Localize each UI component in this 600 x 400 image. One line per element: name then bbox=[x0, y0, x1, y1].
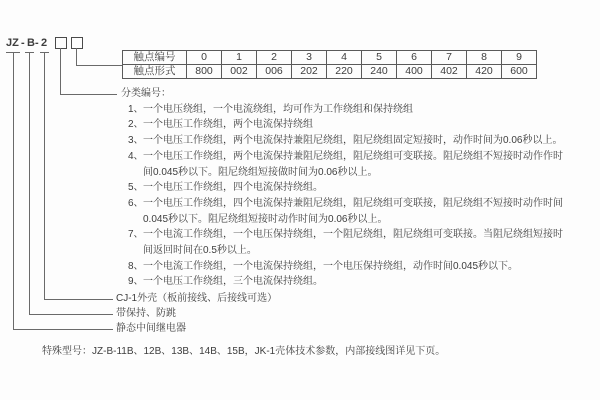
contact-table-cell: 1 bbox=[222, 51, 257, 65]
leader-run-classification bbox=[60, 94, 117, 95]
contact-table-cell: 5 bbox=[362, 51, 397, 65]
contact-table-row bbox=[123, 65, 537, 79]
classification-item-text: 一个电压工作绕组，三个电流保持绕组。 bbox=[143, 276, 323, 288]
classification-item-number: 2、 bbox=[128, 119, 144, 131]
classification-item bbox=[121, 133, 593, 149]
classification-item-number: 5、 bbox=[128, 182, 144, 194]
contact-table-cell: 402 bbox=[432, 65, 467, 79]
callout-case: CJ-1外壳（板前接线、后接线可选） bbox=[116, 293, 278, 304]
leader-stem-case bbox=[44, 52, 45, 299]
classification-item-number: 4、 bbox=[128, 150, 144, 162]
classification-item-text: 一个电压工作绕组，两个电流保持兼阻尼绕组，阻尼绕组可变联接。阻尼绕组不短接时动作作时 bbox=[143, 150, 563, 162]
contact-table-cell: 202 bbox=[292, 65, 327, 79]
model-code-b: B bbox=[27, 37, 35, 49]
classification-item-number: 3、 bbox=[128, 135, 144, 147]
contact-table-row bbox=[123, 51, 537, 65]
contact-table-cell: 002 bbox=[222, 65, 257, 79]
contact-table-cell: 800 bbox=[187, 65, 222, 79]
classification-item-continuation: 0.045秒以下。阻尼绕组短接时动作时间为0.06秒以上。 bbox=[143, 213, 388, 225]
leader-stem-classification bbox=[60, 48, 61, 94]
classification-item bbox=[121, 149, 593, 165]
classification-item bbox=[121, 227, 593, 243]
classification-list bbox=[121, 86, 593, 290]
model-code-dash-2: - bbox=[35, 37, 39, 49]
contact-table-cell: 0 bbox=[187, 51, 222, 65]
classification-item-number: 9、 bbox=[128, 276, 144, 288]
classification-item-continuation: 间返回时间在0.5秒以上。 bbox=[143, 245, 257, 257]
contact-table-cell: 220 bbox=[327, 65, 362, 79]
leader-stem-hold bbox=[29, 52, 30, 314]
model-code-jz: JZ bbox=[6, 37, 19, 49]
contact-table-cell: 4 bbox=[327, 51, 362, 65]
contact-code-box bbox=[71, 37, 83, 49]
contact-table-body bbox=[123, 51, 537, 79]
contact-table-row-header: 触点编号 bbox=[123, 51, 187, 65]
model-code-2: 2 bbox=[41, 37, 48, 49]
classification-item bbox=[121, 102, 593, 118]
leader-stem-contact bbox=[76, 48, 77, 65]
contact-table bbox=[122, 50, 537, 79]
classification-item-number: 7、 bbox=[128, 229, 144, 241]
leader-stem-relay bbox=[13, 52, 14, 329]
classification-item bbox=[121, 259, 593, 275]
classification-item-number: 8、 bbox=[128, 260, 144, 272]
classification-item-text: 一个电压绕组，一个电流绕组，均可作为工作绕组和保持绕组 bbox=[143, 103, 413, 115]
contact-table-cell: 2 bbox=[257, 51, 292, 65]
special-models-note: 特殊型号：JZ-B-11B、12B、13B、14B、15B，JK-1壳体技术参数，内部接线图详见下页。 bbox=[42, 346, 446, 357]
leader-run-contact bbox=[76, 65, 122, 66]
classification-title: 分类编号： bbox=[121, 88, 171, 99]
classification-item-text: 一个电压工作绕组，两个电流保持兼阻尼绕组，阻尼绕组固定短接时，动作时间为0.06秒以上。 bbox=[143, 135, 563, 147]
leader-run-hold bbox=[29, 314, 113, 315]
leader-run-case bbox=[44, 299, 113, 300]
classification-item-number: 1、 bbox=[128, 103, 144, 115]
classification-item-text: 一个电流工作绕组，一个电流保持绕组，一个电压保持绕组，动作时间0.045秒以下。 bbox=[143, 260, 519, 272]
contact-table-cell: 6 bbox=[397, 51, 432, 65]
classification-item bbox=[121, 274, 593, 290]
contact-table-cell: 600 bbox=[502, 65, 537, 79]
leader-run-relay bbox=[13, 329, 113, 330]
contact-table-cell: 240 bbox=[362, 65, 397, 79]
classification-item-text: 一个电压工作绕组，两个电流保持绕组 bbox=[143, 119, 313, 131]
classification-item-continuation: 间0.045秒以下。阻尼绕组短接做时间为0.06秒以上。 bbox=[143, 166, 378, 178]
contact-table-cell: 9 bbox=[502, 51, 537, 65]
contact-table-row-header: 触点形式 bbox=[123, 65, 187, 79]
model-code-dash-1: - bbox=[21, 37, 25, 49]
classification-item bbox=[121, 117, 593, 133]
classification-item-text: 一个电流工作绕组，一个电压保持绕组，一个阻尼绕组，阻尼绕组可变联接。当阻尼绕组短接时 bbox=[143, 229, 563, 241]
contact-table-cell: 400 bbox=[397, 65, 432, 79]
contact-table-cell: 8 bbox=[467, 51, 502, 65]
classification-code-box bbox=[55, 37, 67, 49]
classification-item bbox=[121, 196, 593, 212]
classification-item bbox=[121, 180, 593, 196]
contact-table-cell: 006 bbox=[257, 65, 292, 79]
callout-relay: 静态中间继电器 bbox=[116, 323, 186, 334]
classification-item-text: 一个电压工作绕组，四个电流保持兼阻尼绕组，阻尼绕组可变联接，阻尼绕组不短接时动作时间 bbox=[143, 197, 563, 209]
contact-table-cell: 7 bbox=[432, 51, 467, 65]
callout-hold: 带保持、防跳 bbox=[116, 308, 176, 319]
contact-table-cell: 3 bbox=[292, 51, 327, 65]
classification-item-number: 6、 bbox=[128, 197, 144, 209]
contact-table-cell: 420 bbox=[467, 65, 502, 79]
classification-item-text: 一个电压工作绕组，四个电流保持绕组。 bbox=[143, 182, 323, 194]
